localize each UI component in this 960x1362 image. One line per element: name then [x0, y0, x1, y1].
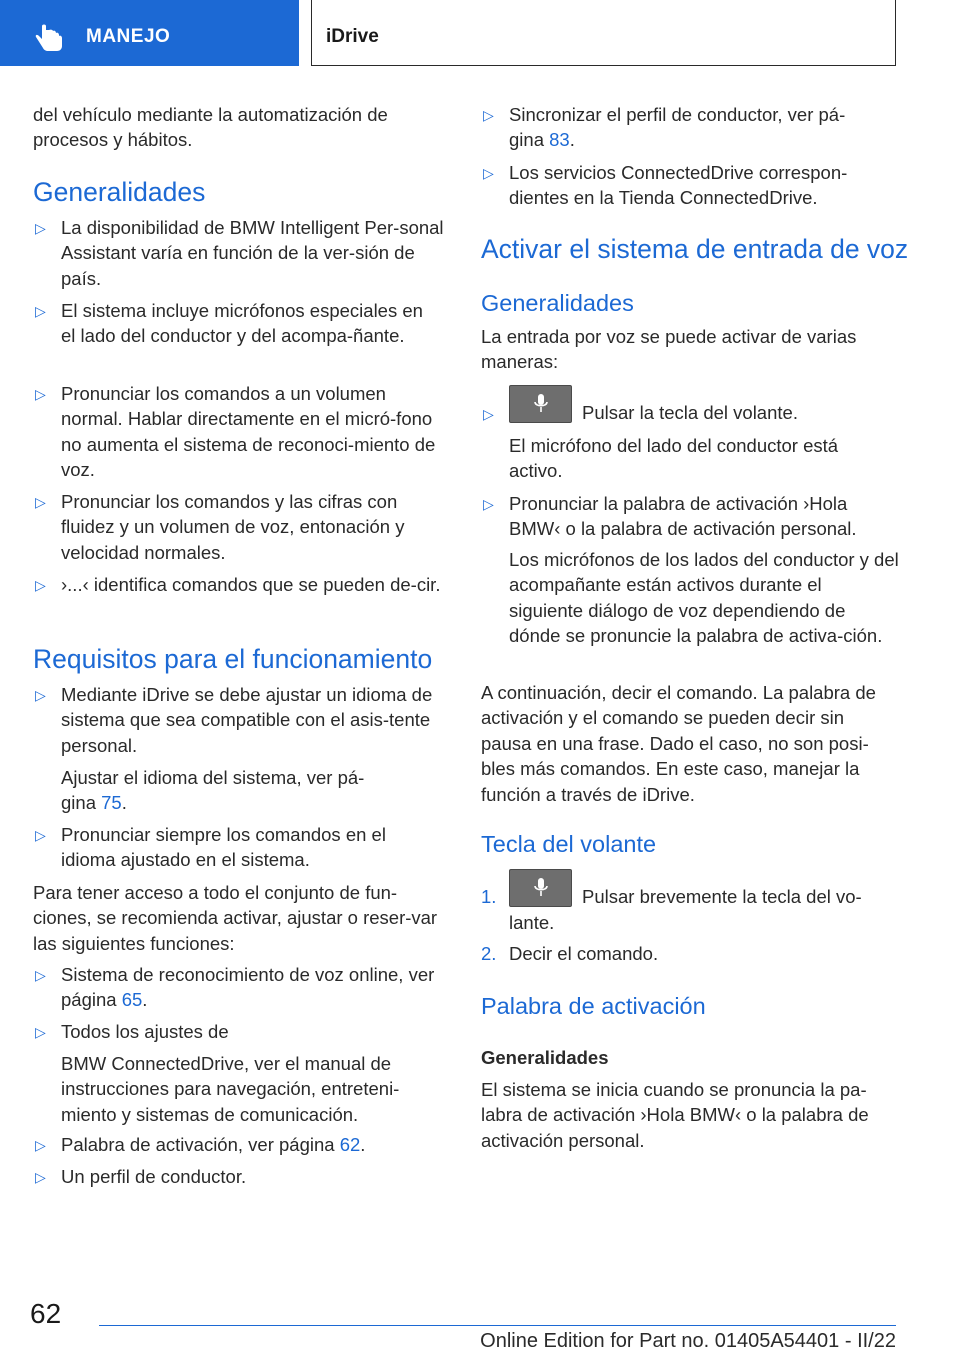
- bullet-icon: ▷: [483, 165, 494, 181]
- list-item: Todos los ajustes de: [61, 1021, 229, 1042]
- microphone-icon: [533, 877, 549, 899]
- bullet-icon: ▷: [35, 967, 46, 983]
- list-item: Sistema de reconocimiento de voz online, ver página 65.: [61, 964, 435, 1011]
- bullet-icon: ▷: [35, 1169, 46, 1185]
- step-text: Decir el comando.: [509, 943, 659, 964]
- bullet-icon: ▷: [35, 1137, 46, 1153]
- bullet-icon: ▷: [35, 577, 46, 593]
- step-number: 2.: [481, 943, 497, 964]
- list-item: Pronunciar la palabra de activación ›Hola BMW‹ o la palabra de activación personal.: [509, 493, 857, 540]
- bullet-icon: ▷: [35, 1024, 46, 1040]
- voice-ways-paragraph: La entrada por voz se puede activar de varias maneras:: [481, 326, 857, 373]
- activation-paragraph: El sistema se inicia cuando se pronuncia la pa-labra de activación ›Hola BMW‹ o la palabra de activación personal.: [481, 1079, 869, 1151]
- ref-text: Sincronizar el perfil de conductor, ver pá-gina: [509, 104, 846, 151]
- list-item: Pulsar la tecla del volante.: [582, 402, 798, 423]
- heading-tecla: Tecla del volante: [481, 831, 657, 857]
- page-link[interactable]: 83: [549, 129, 570, 151]
- list-item: Los servicios ConnectedDrive correspon-dientes en la Tienda ConnectedDrive.: [509, 162, 848, 209]
- step-number: 1.: [481, 886, 497, 907]
- heading-generalidades: Generalidades: [33, 177, 206, 207]
- list-item-sub: El micrófono del lado del conductor está activo.: [509, 435, 839, 482]
- page-number: 62: [30, 1298, 62, 1329]
- heading-palabra: Palabra de activación: [481, 993, 706, 1019]
- ref-text: Ajustar el idioma del sistema, ver pá-gina: [61, 767, 365, 814]
- bullet-icon: ▷: [35, 494, 46, 510]
- ref-text: Palabra de activación, ver página: [61, 1134, 335, 1155]
- header-chapter-box: [311, 0, 896, 66]
- list-item: Pronunciar siempre los comandos en el idioma ajustado en el sistema.: [61, 824, 386, 871]
- list-item: ›...‹ identifica comandos que se pueden de-cir.: [61, 574, 441, 595]
- heading-requisitos: Requisitos para el funcionamiento: [33, 644, 433, 674]
- header-section-tab: [0, 0, 299, 66]
- header-chapter-title: iDrive: [326, 26, 379, 47]
- bullet-icon: ▷: [483, 496, 494, 512]
- footer-edition: Online Edition for Part no. 01405A54401 - II/22: [480, 1330, 896, 1352]
- footer-divider: [99, 1325, 896, 1326]
- list-item-sub: Ajustar el idioma del sistema, ver pá-gina 75.: [61, 767, 365, 814]
- steering-wheel-voice-button: [509, 869, 572, 907]
- header-section-title: MANEJO: [86, 26, 171, 47]
- ref-text: Sistema de reconocimiento de voz online, ver página: [61, 964, 435, 1011]
- list-item: La disponibilidad de BMW Intelligent Per-sonal Assistant varía en función de la ver-sión de país.: [61, 217, 444, 289]
- command-paragraph: A continuación, decir el comando. La palabra de activación y el comando se pueden decir sin pausa en una frase. Dado el caso, no son posi-bles más comandos. En este caso, manejar la función a través de iDrive.: [481, 682, 876, 805]
- bullet-icon: ▷: [483, 406, 494, 422]
- list-item: Un perfil de conductor.: [61, 1166, 247, 1187]
- bullet-icon: ▷: [35, 687, 46, 703]
- pointing-hand-icon: [32, 24, 66, 52]
- list-item: Palabra de activación, ver página 62.: [61, 1134, 366, 1155]
- step-text: Pulsar brevemente la tecla del vo-: [582, 886, 862, 907]
- list-item: Pronunciar los comandos a un volumen normal. Hablar directamente en el micró-fono no aumenta el sistema de reconoci-miento de voz.: [61, 383, 436, 481]
- list-item: Pronunciar los comandos y las cifras con fluidez y un volumen de voz, entonación y velocidad normales.: [61, 491, 405, 563]
- page-link[interactable]: 75: [101, 792, 122, 814]
- bullet-icon: ▷: [483, 107, 494, 123]
- page-link[interactable]: 65: [121, 989, 143, 1011]
- subheading-generalidades: Generalidades: [481, 1047, 609, 1068]
- bullet-icon: ▷: [35, 303, 46, 319]
- steering-wheel-voice-button: [509, 385, 572, 423]
- heading-generalidades-right: Generalidades: [481, 290, 634, 316]
- list-item: El sistema incluye micrófonos especiales en el lado del conductor y del acompa-ñante.: [61, 300, 423, 347]
- functions-paragraph: Para tener acceso a todo el conjunto de fun-ciones, se recomienda activar, ajustar o reser-var las siguientes funciones:: [33, 882, 438, 954]
- step-text-cont: lante.: [509, 912, 555, 933]
- bullet-icon: ▷: [35, 220, 46, 236]
- bullet-icon: ▷: [35, 827, 46, 843]
- heading-activar: Activar el sistema de entrada de voz: [481, 234, 909, 264]
- bullet-icon: ▷: [35, 386, 46, 402]
- intro-paragraph: del vehículo mediante la automatización de procesos y hábitos.: [33, 104, 388, 151]
- page-link[interactable]: 62: [339, 1134, 361, 1155]
- list-item-sub: BMW ConnectedDrive, ver el manual de instrucciones para navegación, entreteni-miento y sistemas de comunicación.: [61, 1053, 400, 1125]
- list-item: Sincronizar el perfil de conductor, ver pá-gina 83.: [509, 104, 846, 151]
- list-item-sub: Los micrófonos de los lados del conductor y del acompañante están activos durante el siguiente diálogo de voz dependiendo de dónde se pronuncie la palabra de activa-ción.: [509, 549, 899, 647]
- microphone-icon: [533, 393, 549, 415]
- list-item: Mediante iDrive se debe ajustar un idioma de sistema que sea compatible con el asis-tente personal.: [61, 684, 433, 756]
